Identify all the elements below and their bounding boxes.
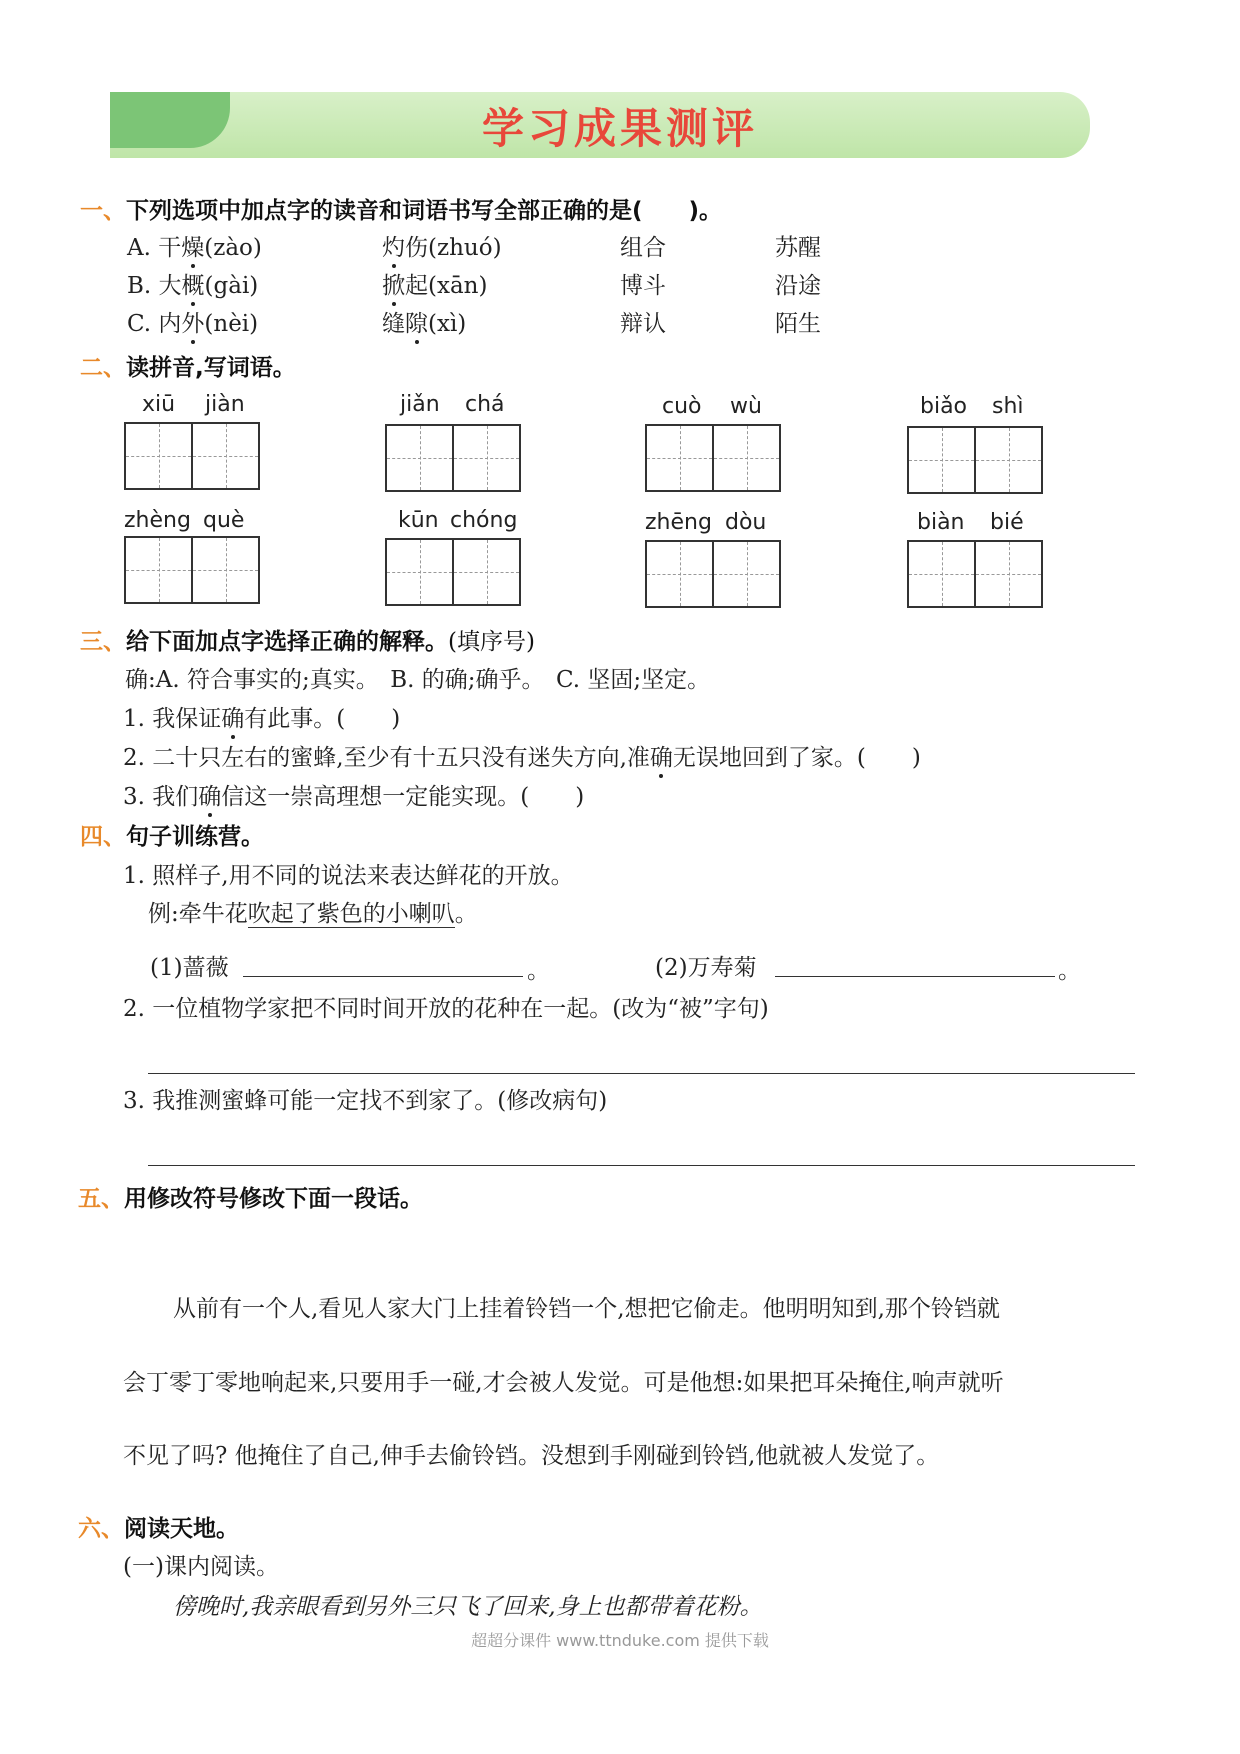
pinyin: què	[203, 508, 245, 533]
page-title: 学习成果测评	[481, 104, 758, 153]
writing-grid[interactable]	[645, 540, 781, 608]
q5-paragraph-line-2: 会丁零丁零地响起来,只要用手一碰,才会被人发觉。可是他想:如果把耳朵掩住,响声就听	[123, 1370, 1004, 1396]
q5-paragraph-line-3: 不见了吗? 他掩住了自己,伸手去偷铃铛。没想到手刚碰到铃铛,他就被人发觉了。	[123, 1443, 940, 1469]
option-c-word2: 缝隙(xì)	[382, 311, 467, 337]
pinyin: biǎo	[920, 394, 968, 419]
q1-heading: 一、下列选项中加点字的读音和词语书写全部正确的是( )。	[80, 198, 723, 224]
q4-answer-line-3[interactable]	[148, 1165, 1135, 1166]
period: 。	[1058, 958, 1081, 984]
option-a-word4: 苏醒	[775, 235, 821, 261]
pinyin: kūn	[398, 508, 439, 533]
q4-heading: 四、句子训练营。	[80, 824, 264, 850]
q4-answer-line-2[interactable]	[148, 1073, 1135, 1074]
option-c-word3: 辩认	[620, 311, 666, 337]
option-c-word4: 陌生	[775, 311, 821, 337]
pinyin: biàn	[917, 510, 965, 535]
pinyin: zhēng	[645, 510, 712, 535]
q4-instruction-3: 3. 我推测蜜蜂可能一定找不到家了。(修改病句)	[123, 1088, 608, 1114]
q4-instruction-2: 2. 一位植物学家把不同时间开放的花种在一起。(改为“被”字句)	[123, 996, 769, 1022]
pinyin: dòu	[725, 510, 767, 535]
pinyin: wù	[730, 394, 762, 419]
writing-grid[interactable]	[907, 426, 1043, 494]
pinyin: bié	[990, 510, 1024, 535]
writing-grid[interactable]	[124, 536, 260, 604]
q5-heading: 五、用修改符号修改下面一段话。	[78, 1186, 423, 1212]
q6-heading: 六、阅读天地。	[78, 1516, 239, 1542]
writing-grid[interactable]	[124, 422, 260, 490]
pinyin: cuò	[662, 394, 702, 419]
q4-instruction-1: 1. 照样子,用不同的说法来表达鲜花的开放。	[123, 863, 574, 889]
writing-grid[interactable]	[907, 540, 1043, 608]
q4-fill-1-line[interactable]	[243, 976, 523, 977]
pinyin: xiū	[142, 392, 176, 417]
pinyin: chóng	[450, 508, 518, 533]
option-c-word1: C. 内外(nèi)	[127, 311, 259, 337]
q6-reading-passage: 傍晚时,我亲眼看到另外三只飞了回来,身上也都带着花粉。	[173, 1594, 763, 1620]
writing-grid[interactable]	[385, 538, 521, 606]
q3-sentence-1: 1. 我保证确有此事。( )	[123, 706, 401, 732]
q3-options: 确:A. 符合事实的;真实。 B. 的确;确乎。 C. 坚固;坚定。	[125, 667, 711, 693]
option-a-word1: A. 干燥(zào)	[127, 235, 262, 261]
period: 。	[527, 958, 550, 984]
option-b-word3: 博斗	[620, 273, 666, 299]
option-b-word2: 掀起(xān)	[382, 273, 488, 299]
q2-heading: 二、读拼音,写词语。	[80, 355, 296, 381]
footer-watermark: 超超分课件 www.ttnduke.com 提供下载	[471, 1631, 769, 1650]
pinyin: jiǎn	[400, 392, 440, 417]
pinyin: chá	[465, 392, 505, 417]
option-a-word3: 组合	[620, 235, 666, 261]
q4-fill-2-line[interactable]	[775, 976, 1055, 977]
q6-subheading: (一)课内阅读。	[123, 1554, 279, 1580]
pinyin: jiàn	[205, 392, 245, 417]
q4-example: 例:牵牛花吹起了紫色的小喇叭。	[148, 901, 478, 927]
writing-grid[interactable]	[645, 424, 781, 492]
q4-fill-1-label: (1)蔷薇	[150, 955, 229, 981]
q3-sentence-3: 3. 我们确信这一崇高理想一定能实现。( )	[123, 784, 585, 810]
option-b-word1: B. 大概(gài)	[127, 273, 259, 299]
pinyin: zhèng	[124, 508, 191, 533]
q3-heading: 三、给下面加点字选择正确的解释。(填序号)	[80, 629, 535, 655]
q5-paragraph-line-1: 从前有一个人,看见人家大门上挂着铃铛一个,想把它偷走。他明明知到,那个铃铛就	[173, 1296, 1000, 1322]
option-b-word4: 沿途	[775, 273, 821, 299]
option-a-word2: 灼伤(zhuó)	[382, 235, 502, 261]
writing-grid[interactable]	[385, 424, 521, 492]
q3-sentence-2: 2. 二十只左右的蜜蜂,至少有十五只没有迷失方向,准确无误地回到了家。( )	[123, 745, 921, 771]
q4-fill-2-label: (2)万寿菊	[655, 955, 757, 981]
pinyin: shì	[992, 394, 1024, 419]
